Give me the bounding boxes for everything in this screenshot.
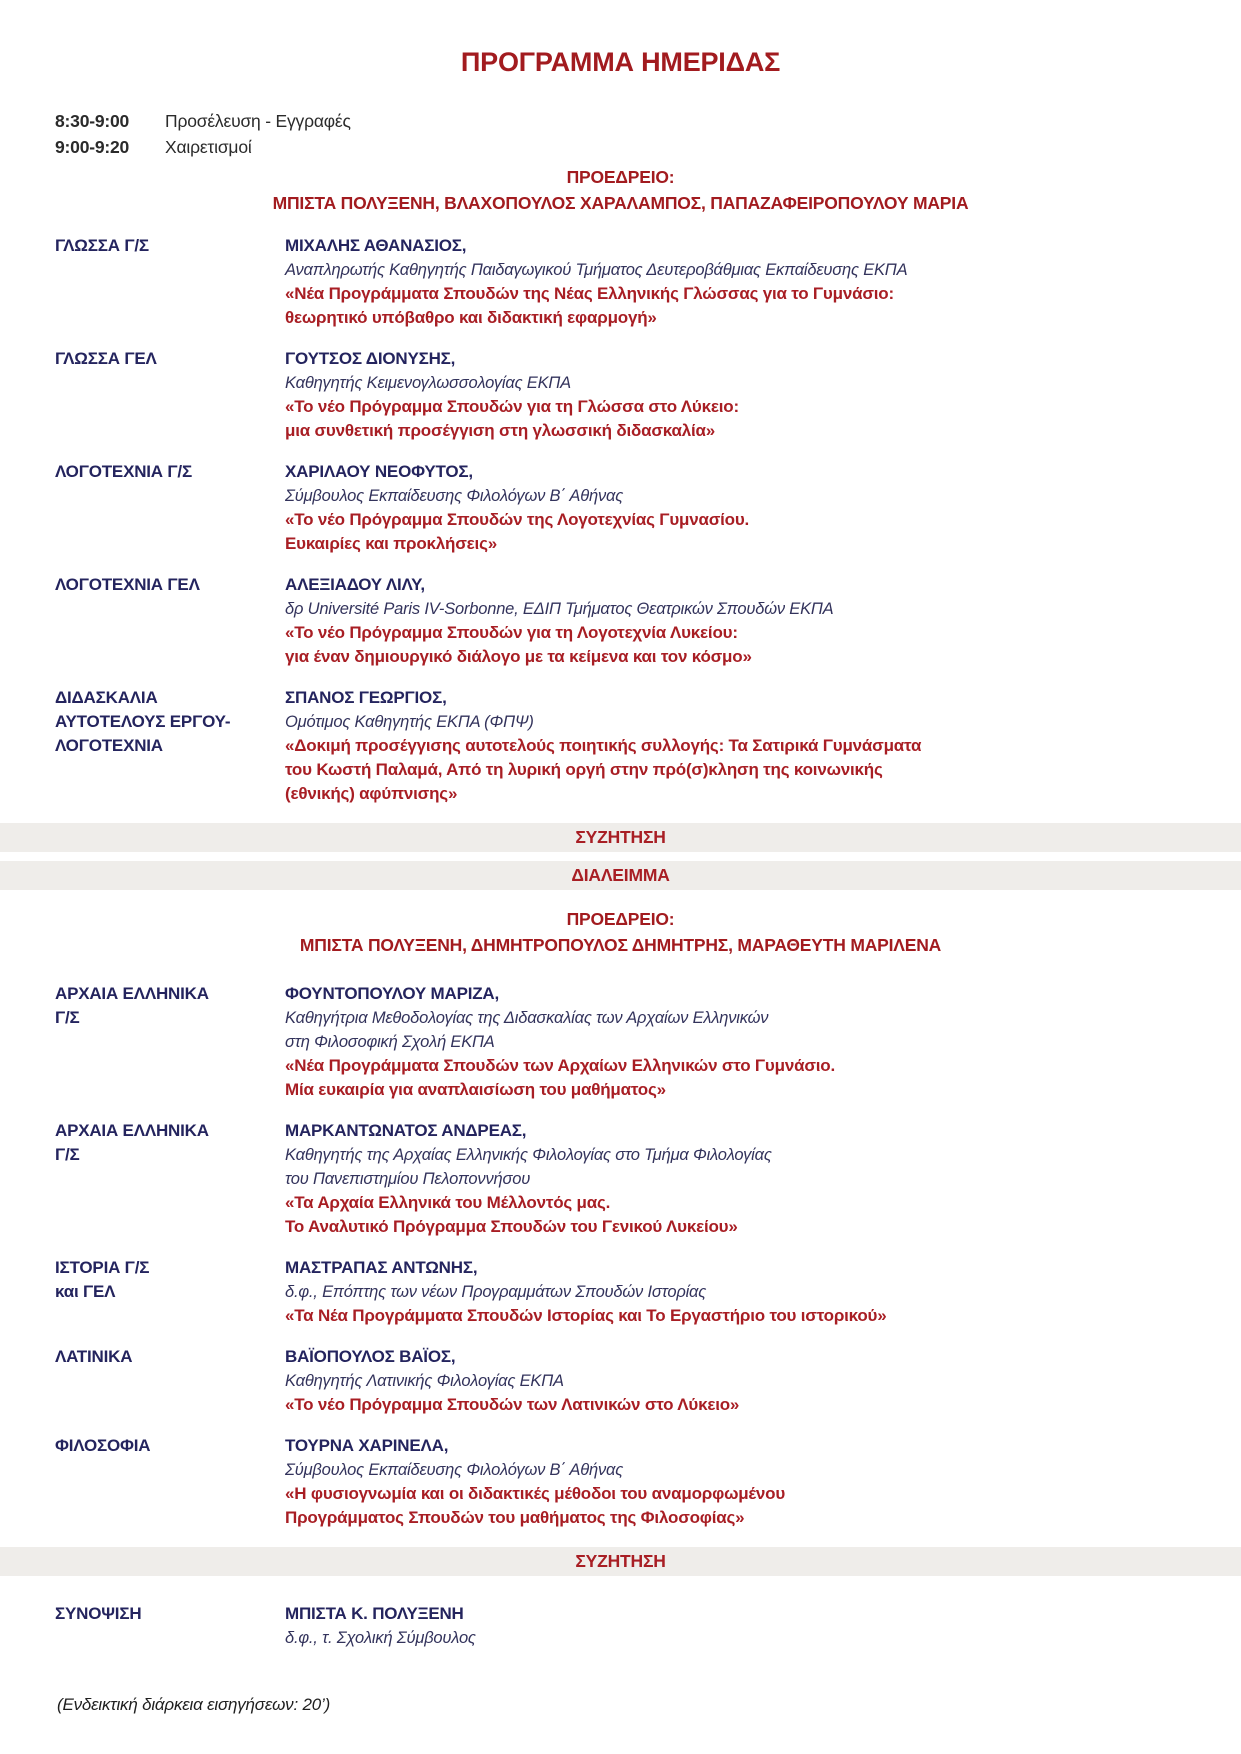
affiliation-line: Ομότιμος Καθηγητής ΕΚΠΑ (ΦΠΨ) bbox=[285, 713, 534, 731]
entry-details bbox=[285, 1119, 1186, 1239]
subject-line: ΦΙΛΟΣΟΦΙΑ bbox=[55, 1436, 151, 1455]
talk-title-line: «Το νέο Πρόγραμμα Σπουδών των Λατινικών στο Λύκειο» bbox=[285, 1395, 740, 1414]
subject-line: ΓΛΩΣΣΑ Γ/Σ bbox=[55, 236, 149, 255]
affiliation-line: στη Φιλοσοφική Σχολή ΕΚΠΑ bbox=[285, 1033, 495, 1051]
program-entry bbox=[55, 573, 1186, 669]
entry-affiliation bbox=[285, 1458, 1186, 1482]
entry-affiliation bbox=[285, 1006, 1186, 1054]
talk-title-line: «Νέα Προγράμματα Σπουδών των Αρχαίων Ελληνικών στο Γυμνάσιο. bbox=[285, 1056, 835, 1075]
entry-talk-title bbox=[285, 1482, 1186, 1530]
affiliation-line: Καθηγητής Λατινικής Φιλολογίας ΕΚΠΑ bbox=[285, 1372, 564, 1390]
entry-speaker: ΦΟΥΝΤΟΠΟΥΛΟΥ ΜΑΡΙΖΑ, bbox=[285, 984, 500, 1003]
entry-speaker: ΜΙΧΑΛΗΣ ΑΘΑΝΑΣΙΟΣ, bbox=[285, 236, 467, 255]
talk-title-line: του Κωστή Παλαμά, Από τη λυρική οργή στην πρό(σ)κληση της κοινωνικής bbox=[285, 760, 883, 779]
entry-affiliation: δ.φ., τ. Σχολική Σύμβουλος bbox=[285, 1629, 476, 1647]
program-entry bbox=[55, 1345, 1186, 1417]
entry-speaker: ΒΑΪΟΠΟΥΛΟΣ ΒΑΪΟΣ, bbox=[285, 1347, 456, 1366]
subject-line: ΓΛΩΣΣΑ ΓΕΛ bbox=[55, 349, 157, 368]
program-entry bbox=[55, 1434, 1186, 1530]
entry-talk-title bbox=[285, 734, 1186, 806]
entry-subject bbox=[55, 234, 285, 330]
subject-line: ΙΣΤΟΡΙΑ Γ/Σ bbox=[55, 1258, 150, 1277]
chair-names: ΜΠΙΣΤΑ ΠΟΛΥΞΕΝΗ, ΔΗΜΗΤΡΟΠΟΥΛΟΣ ΔΗΜΗΤΡΗΣ, ΜΑΡΑΘΕΥΤΗ ΜΑΡΙΛΕΝΑ bbox=[299, 935, 942, 955]
session1-chair-block bbox=[55, 164, 1186, 216]
subject-line: ΣΥΝΟΨΙΣΗ bbox=[55, 1604, 142, 1623]
talk-title-line: Μία ευκαιρία για αναπλαισίωση του μαθήματος» bbox=[285, 1080, 666, 1099]
entry-affiliation bbox=[285, 1280, 1186, 1304]
subject-line: ΑΥΤΟΤΕΛΟΥΣ ΕΡΓΟΥ- bbox=[55, 712, 231, 731]
entry-affiliation bbox=[285, 597, 1186, 621]
entry-subject bbox=[55, 1119, 285, 1239]
entry-details bbox=[285, 1602, 1186, 1650]
entry-subject bbox=[55, 1345, 285, 1417]
entry-details bbox=[285, 1256, 1186, 1328]
entry-subject bbox=[55, 1256, 285, 1328]
entry-subject bbox=[55, 460, 285, 556]
entry-speaker: ΤΟΥΡΝΑ ΧΑΡΙΝΕΛΑ, bbox=[285, 1436, 449, 1455]
affiliation-line: δρ Université Paris IV-Sorbonne, ΕΔΙΠ Τμήματος Θεατρικών Σπουδών ΕΚΠΑ bbox=[285, 600, 834, 618]
discussion-divider bbox=[0, 823, 1241, 852]
page-title: ΠΡΟΓΡΑΜΜΑ ΗΜΕΡΙΔΑΣ bbox=[460, 47, 781, 77]
entry-talk-title bbox=[285, 1191, 1186, 1239]
subject-line: Γ/Σ bbox=[55, 1008, 80, 1027]
entry-talk-title bbox=[285, 1054, 1186, 1102]
divider-label: ΔΙΑΛΕΙΜΜΑ bbox=[571, 865, 670, 885]
session1-entries bbox=[55, 234, 1186, 806]
talk-title-line: θεωρητικό υπόβαθρο και διδακτική εφαρμογή» bbox=[285, 308, 657, 327]
break-divider bbox=[0, 861, 1241, 890]
entry-details bbox=[285, 982, 1186, 1102]
program-entry bbox=[55, 234, 1186, 330]
talk-title-line: «Δοκιμή προσέγγισης αυτοτελούς ποιητικής συλλογής: Τα Σατιρικά Γυμνάσματα bbox=[285, 736, 922, 755]
entry-subject bbox=[55, 1602, 285, 1650]
talk-title-line: «Το νέο Πρόγραμμα Σπουδών της Λογοτεχνίας Γυμνασίου. bbox=[285, 510, 750, 529]
talk-title-line: «Τα Αρχαία Ελληνικά του Μέλλοντός μας. bbox=[285, 1193, 611, 1212]
synopsis-entry bbox=[55, 1602, 1186, 1650]
talk-title-line: για έναν δημιουργικό διάλογο με τα κείμενα και τον κόσμο» bbox=[285, 647, 752, 666]
talk-title-line: «Νέα Προγράμματα Σπουδών της Νέας Ελληνικής Γλώσσας για το Γυμνάσιο: bbox=[285, 284, 894, 303]
affiliation-line: Σύμβουλος Εκπαίδευσης Φιλολόγων Β΄ Αθήνας bbox=[285, 1461, 624, 1479]
affiliation-line: Καθηγητής της Αρχαίας Ελληνικής Φιλολογίας στο Τμήμα Φιλολογίας bbox=[285, 1146, 772, 1164]
session2-entries bbox=[55, 982, 1186, 1530]
entry-speaker: ΜΠΙΣΤΑ Κ. ΠΟΛΥΞΕΝΗ bbox=[285, 1604, 464, 1623]
entry-affiliation bbox=[285, 484, 1186, 508]
affiliation-line: Καθηγητής Κειμενογλωσσολογίας ΕΚΠΑ bbox=[285, 374, 571, 392]
entry-talk-title bbox=[285, 508, 1186, 556]
entry-affiliation bbox=[285, 258, 1186, 282]
entry-details bbox=[285, 347, 1186, 443]
program-entry bbox=[55, 982, 1186, 1102]
schedule-time: 9:00-9:20 bbox=[55, 137, 130, 157]
entry-talk-title bbox=[285, 395, 1186, 443]
schedule-time: 8:30-9:00 bbox=[55, 111, 130, 131]
subject-line: και ΓΕΛ bbox=[55, 1282, 116, 1301]
chair-label: ΠΡΟΕΔΡΕΙΟ: bbox=[566, 167, 675, 187]
discussion-divider-2 bbox=[0, 1547, 1241, 1576]
entry-speaker: ΜΑΣΤΡΑΠΑΣ ΑΝΤΩΝΗΣ, bbox=[285, 1258, 478, 1277]
entry-details bbox=[285, 1434, 1186, 1530]
talk-title-line: «Το νέο Πρόγραμμα Σπουδών για τη Λογοτεχνία Λυκείου: bbox=[285, 623, 738, 642]
subject-line: ΛΟΓΟΤΕΧΝΙΑ bbox=[55, 736, 163, 755]
entry-details bbox=[285, 460, 1186, 556]
subject-line: ΔΙΔΑΣΚΑΛΙΑ bbox=[55, 688, 158, 707]
entry-affiliation bbox=[285, 371, 1186, 395]
talk-title-line: Ευκαιρίες και προκλήσεις» bbox=[285, 534, 497, 553]
entry-details bbox=[285, 234, 1186, 330]
schedule-label: Χαιρετισμοί bbox=[165, 137, 252, 157]
entry-speaker: ΜΑΡΚΑΝΤΩΝΑΤΟΣ ΑΝΔΡΕΑΣ, bbox=[285, 1121, 527, 1140]
footer-note: (Ενδεικτική διάρκεια εισηγήσεων: 20’) bbox=[57, 1695, 331, 1714]
talk-title-line: Το Αναλυτικό Πρόγραμμα Σπουδών του Γενικού Λυκείου» bbox=[285, 1217, 738, 1236]
entry-affiliation bbox=[285, 1143, 1186, 1191]
talk-title-line: Προγράμματος Σπουδών του μαθήματος της Φιλοσοφίας» bbox=[285, 1508, 745, 1527]
talk-title-line: «Το νέο Πρόγραμμα Σπουδών για τη Γλώσσα στο Λύκειο: bbox=[285, 397, 739, 416]
subject-line: ΑΡΧΑΙΑ ΕΛΛΗΝΙΚΑ bbox=[55, 1121, 209, 1140]
entry-talk-title bbox=[285, 282, 1186, 330]
schedule-row bbox=[55, 134, 1186, 160]
subject-line: Γ/Σ bbox=[55, 1145, 80, 1164]
chair-label: ΠΡΟΕΔΡΕΙΟ: bbox=[566, 909, 675, 929]
program-entry bbox=[55, 686, 1186, 806]
subject-line: ΛΟΓΟΤΕΧΝΙΑ ΓΕΛ bbox=[55, 575, 200, 594]
entry-speaker: ΑΛΕΞΙΑΔΟΥ ΛΙΛΥ, bbox=[285, 575, 425, 594]
program-entry bbox=[55, 460, 1186, 556]
entry-subject bbox=[55, 573, 285, 669]
affiliation-line: Καθηγήτρια Μεθοδολογίας της Διδασκαλίας των Αρχαίων Ελληνικών bbox=[285, 1009, 769, 1027]
entry-subject bbox=[55, 686, 285, 806]
entry-talk-title bbox=[285, 1304, 1186, 1328]
chair-names: ΜΠΙΣΤΑ ΠΟΛΥΞΕΝΗ, ΒΛΑΧΟΠΟΥΛΟΣ ΧΑΡΑΛΑΜΠΟΣ, ΠΑΠΑΖΑΦΕΙΡΟΠΟΥΛΟΥ ΜΑΡΙΑ bbox=[272, 193, 969, 213]
talk-title-line: (εθνικής) αφύπνισης» bbox=[285, 784, 458, 803]
entry-subject bbox=[55, 347, 285, 443]
entry-subject bbox=[55, 1434, 285, 1530]
program-entry bbox=[55, 1119, 1186, 1239]
entry-speaker: ΓΟΥΤΣΟΣ ΔΙΟΝΥΣΗΣ, bbox=[285, 349, 456, 368]
session2-chair-block bbox=[55, 906, 1186, 958]
entry-affiliation bbox=[285, 1369, 1186, 1393]
entry-speaker: ΣΠΑΝΟΣ ΓΕΩΡΓΙΟΣ, bbox=[285, 688, 447, 707]
schedule-row bbox=[55, 108, 1186, 134]
divider-label: ΣΥΖΗΤΗΣΗ bbox=[575, 827, 666, 847]
affiliation-line: Σύμβουλος Εκπαίδευσης Φιλολόγων Β΄ Αθήνας bbox=[285, 487, 624, 505]
affiliation-line: δ.φ., Επόπτης των νέων Προγραμμάτων Σπουδών Ιστορίας bbox=[285, 1283, 707, 1301]
entry-details bbox=[285, 573, 1186, 669]
talk-title-line: μια συνθετική προσέγγιση στη γλωσσική διδασκαλία» bbox=[285, 421, 716, 440]
schedule-label: Προσέλευση - Εγγραφές bbox=[165, 111, 351, 131]
entry-affiliation bbox=[285, 710, 1186, 734]
divider-label: ΣΥΖΗΤΗΣΗ bbox=[575, 1551, 666, 1571]
subject-line: ΛΑΤΙΝΙΚΑ bbox=[55, 1347, 133, 1366]
entry-details bbox=[285, 1345, 1186, 1417]
subject-line: ΛΟΓΟΤΕΧΝΙΑ Γ/Σ bbox=[55, 462, 192, 481]
schedule-block bbox=[55, 108, 1186, 160]
talk-title-line: «Η φυσιογνωμία και οι διδακτικές μέθοδοι του αναμορφωμένου bbox=[285, 1484, 786, 1503]
entry-subject bbox=[55, 982, 285, 1102]
entry-speaker: ΧΑΡΙΛΑΟΥ ΝΕΟΦΥΤΟΣ, bbox=[285, 462, 473, 481]
program-entry bbox=[55, 347, 1186, 443]
entry-details bbox=[285, 686, 1186, 806]
affiliation-line: του Πανεπιστημίου Πελοποννήσου bbox=[285, 1170, 531, 1188]
subject-line: ΑΡΧΑΙΑ ΕΛΛΗΝΙΚΑ bbox=[55, 984, 209, 1003]
talk-title-line: «Τα Νέα Προγράμματα Σπουδών Ιστορίας και Το Εργαστήριο του ιστορικού» bbox=[285, 1306, 887, 1325]
program-entry bbox=[55, 1256, 1186, 1328]
entry-talk-title bbox=[285, 621, 1186, 669]
affiliation-line: Αναπληρωτής Καθηγητής Παιδαγωγικού Τμήματος Δευτεροβάθμιας Εκπαίδευσης ΕΚΠΑ bbox=[285, 261, 908, 279]
entry-talk-title bbox=[285, 1393, 1186, 1417]
